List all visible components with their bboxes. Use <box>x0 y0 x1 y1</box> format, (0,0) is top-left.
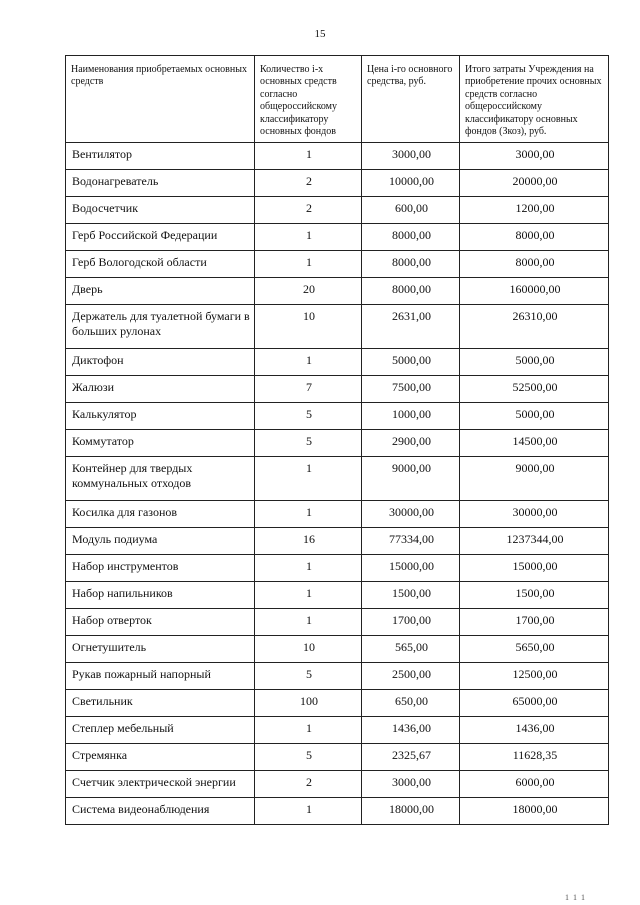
table-row <box>66 403 609 430</box>
cell-total-cost: 1436,00 <box>460 717 609 744</box>
cell-quantity: 10 <box>255 305 362 349</box>
cell-unit-price: 7500,00 <box>362 376 460 403</box>
cell-asset-name: Герб Российской Федерации <box>66 224 255 251</box>
table-row <box>66 690 609 717</box>
cell-unit-price: 1500,00 <box>362 582 460 609</box>
table-row <box>66 717 609 744</box>
cell-quantity: 7 <box>255 376 362 403</box>
cell-total-cost: 20000,00 <box>460 170 609 197</box>
cell-asset-name: Водосчетчик <box>66 197 255 224</box>
cell-unit-price: 15000,00 <box>362 555 460 582</box>
cell-quantity: 1 <box>255 609 362 636</box>
cell-quantity: 1 <box>255 555 362 582</box>
cell-asset-name: Набор напильников <box>66 582 255 609</box>
cell-asset-name: Степлер мебельный <box>66 717 255 744</box>
cell-quantity: 1 <box>255 143 362 170</box>
cell-total-cost: 3000,00 <box>460 143 609 170</box>
cell-total-cost: 8000,00 <box>460 251 609 278</box>
cell-quantity: 1 <box>255 798 362 825</box>
table-row <box>66 251 609 278</box>
table-row <box>66 636 609 663</box>
cell-total-cost: 15000,00 <box>460 555 609 582</box>
cell-total-cost: 6000,00 <box>460 771 609 798</box>
cell-asset-name: Набор отверток <box>66 609 255 636</box>
cell-unit-price: 1436,00 <box>362 717 460 744</box>
fixed-assets-table <box>65 55 609 825</box>
cell-quantity: 1 <box>255 501 362 528</box>
cell-asset-name: Держатель для туалетной бумаги в больших рулонах <box>66 305 255 349</box>
cell-asset-name: Жалюзи <box>66 376 255 403</box>
cell-quantity: 2 <box>255 197 362 224</box>
table-body <box>66 143 609 825</box>
cell-total-cost: 9000,00 <box>460 457 609 501</box>
cell-unit-price: 2500,00 <box>362 663 460 690</box>
table-row <box>66 609 609 636</box>
cell-total-cost: 11628,35 <box>460 744 609 771</box>
cell-unit-price: 650,00 <box>362 690 460 717</box>
header-quantity: Количество i-х основных средств согласно общероссийскому классификатору основных фондов <box>255 56 362 143</box>
cell-quantity: 2 <box>255 170 362 197</box>
cell-unit-price: 1000,00 <box>362 403 460 430</box>
table-row <box>66 744 609 771</box>
cell-total-cost: 1237344,00 <box>460 528 609 555</box>
cell-total-cost: 52500,00 <box>460 376 609 403</box>
page-number: 15 <box>314 28 326 40</box>
cell-asset-name: Коммутатор <box>66 430 255 457</box>
cell-unit-price: 9000,00 <box>362 457 460 501</box>
table-row <box>66 430 609 457</box>
table-row <box>66 555 609 582</box>
table-row <box>66 582 609 609</box>
cell-total-cost: 160000,00 <box>460 278 609 305</box>
cell-asset-name: Калькулятор <box>66 403 255 430</box>
cell-unit-price: 2325,67 <box>362 744 460 771</box>
cell-quantity: 10 <box>255 636 362 663</box>
cell-total-cost: 8000,00 <box>460 224 609 251</box>
cell-asset-name: Вентилятор <box>66 143 255 170</box>
cell-total-cost: 18000,00 <box>460 798 609 825</box>
cell-total-cost: 12500,00 <box>460 663 609 690</box>
table-row <box>66 305 609 349</box>
cell-unit-price: 3000,00 <box>362 771 460 798</box>
cell-unit-price: 8000,00 <box>362 251 460 278</box>
table-row <box>66 143 609 170</box>
cell-unit-price: 18000,00 <box>362 798 460 825</box>
cell-quantity: 1 <box>255 457 362 501</box>
cell-asset-name: Диктофон <box>66 349 255 376</box>
cell-unit-price: 8000,00 <box>362 224 460 251</box>
table-row <box>66 501 609 528</box>
cell-total-cost: 26310,00 <box>460 305 609 349</box>
table-row <box>66 197 609 224</box>
cell-quantity: 1 <box>255 349 362 376</box>
table-row <box>66 349 609 376</box>
cell-quantity: 1 <box>255 224 362 251</box>
header-asset-name: Наименования приобретаемых основных средств <box>66 56 255 143</box>
cell-unit-price: 8000,00 <box>362 278 460 305</box>
cell-asset-name: Стремянка <box>66 744 255 771</box>
cell-quantity: 1 <box>255 717 362 744</box>
table-row <box>66 798 609 825</box>
table-header-row <box>66 56 609 143</box>
table-row <box>66 771 609 798</box>
cell-asset-name: Система видеонаблюдения <box>66 798 255 825</box>
cell-unit-price: 565,00 <box>362 636 460 663</box>
cell-quantity: 16 <box>255 528 362 555</box>
table-row <box>66 376 609 403</box>
cell-unit-price: 30000,00 <box>362 501 460 528</box>
cell-asset-name: Набор инструментов <box>66 555 255 582</box>
cell-asset-name: Счетчик электрической энергии <box>66 771 255 798</box>
cell-quantity: 5 <box>255 663 362 690</box>
cell-unit-price: 600,00 <box>362 197 460 224</box>
footer-mark: 1 1 1 <box>565 893 586 902</box>
header-total-cost: Итого затраты Учреждения на приобретение прочих основных средств согласно общероссийскому классификатору основных фондов (Зкоз), руб. <box>460 56 609 143</box>
header-unit-price: Цена i-го основного средства, руб. <box>362 56 460 143</box>
cell-total-cost: 1500,00 <box>460 582 609 609</box>
cell-asset-name: Герб Вологодской области <box>66 251 255 278</box>
cell-total-cost: 30000,00 <box>460 501 609 528</box>
cell-unit-price: 3000,00 <box>362 143 460 170</box>
cell-quantity: 100 <box>255 690 362 717</box>
cell-quantity: 1 <box>255 582 362 609</box>
cell-quantity: 20 <box>255 278 362 305</box>
cell-asset-name: Дверь <box>66 278 255 305</box>
cell-total-cost: 5000,00 <box>460 403 609 430</box>
cell-total-cost: 65000,00 <box>460 690 609 717</box>
cell-asset-name: Огнетушитель <box>66 636 255 663</box>
cell-asset-name: Контейнер для твердых коммунальных отходов <box>66 457 255 501</box>
cell-total-cost: 5650,00 <box>460 636 609 663</box>
cell-quantity: 5 <box>255 403 362 430</box>
cell-unit-price: 10000,00 <box>362 170 460 197</box>
cell-asset-name: Модуль подиума <box>66 528 255 555</box>
table-row <box>66 278 609 305</box>
cell-quantity: 5 <box>255 744 362 771</box>
cell-unit-price: 1700,00 <box>362 609 460 636</box>
cell-asset-name: Водонагреватель <box>66 170 255 197</box>
table-row <box>66 528 609 555</box>
cell-total-cost: 1700,00 <box>460 609 609 636</box>
cell-total-cost: 1200,00 <box>460 197 609 224</box>
table-row <box>66 170 609 197</box>
cell-asset-name: Косилка для газонов <box>66 501 255 528</box>
cell-unit-price: 2631,00 <box>362 305 460 349</box>
table-row <box>66 663 609 690</box>
cell-unit-price: 5000,00 <box>362 349 460 376</box>
cell-unit-price: 2900,00 <box>362 430 460 457</box>
cell-quantity: 2 <box>255 771 362 798</box>
cell-unit-price: 77334,00 <box>362 528 460 555</box>
cell-quantity: 5 <box>255 430 362 457</box>
cell-asset-name: Светильник <box>66 690 255 717</box>
cell-total-cost: 14500,00 <box>460 430 609 457</box>
cell-asset-name: Рукав пожарный напорный <box>66 663 255 690</box>
table-row <box>66 224 609 251</box>
cell-total-cost: 5000,00 <box>460 349 609 376</box>
cell-quantity: 1 <box>255 251 362 278</box>
table-row <box>66 457 609 501</box>
